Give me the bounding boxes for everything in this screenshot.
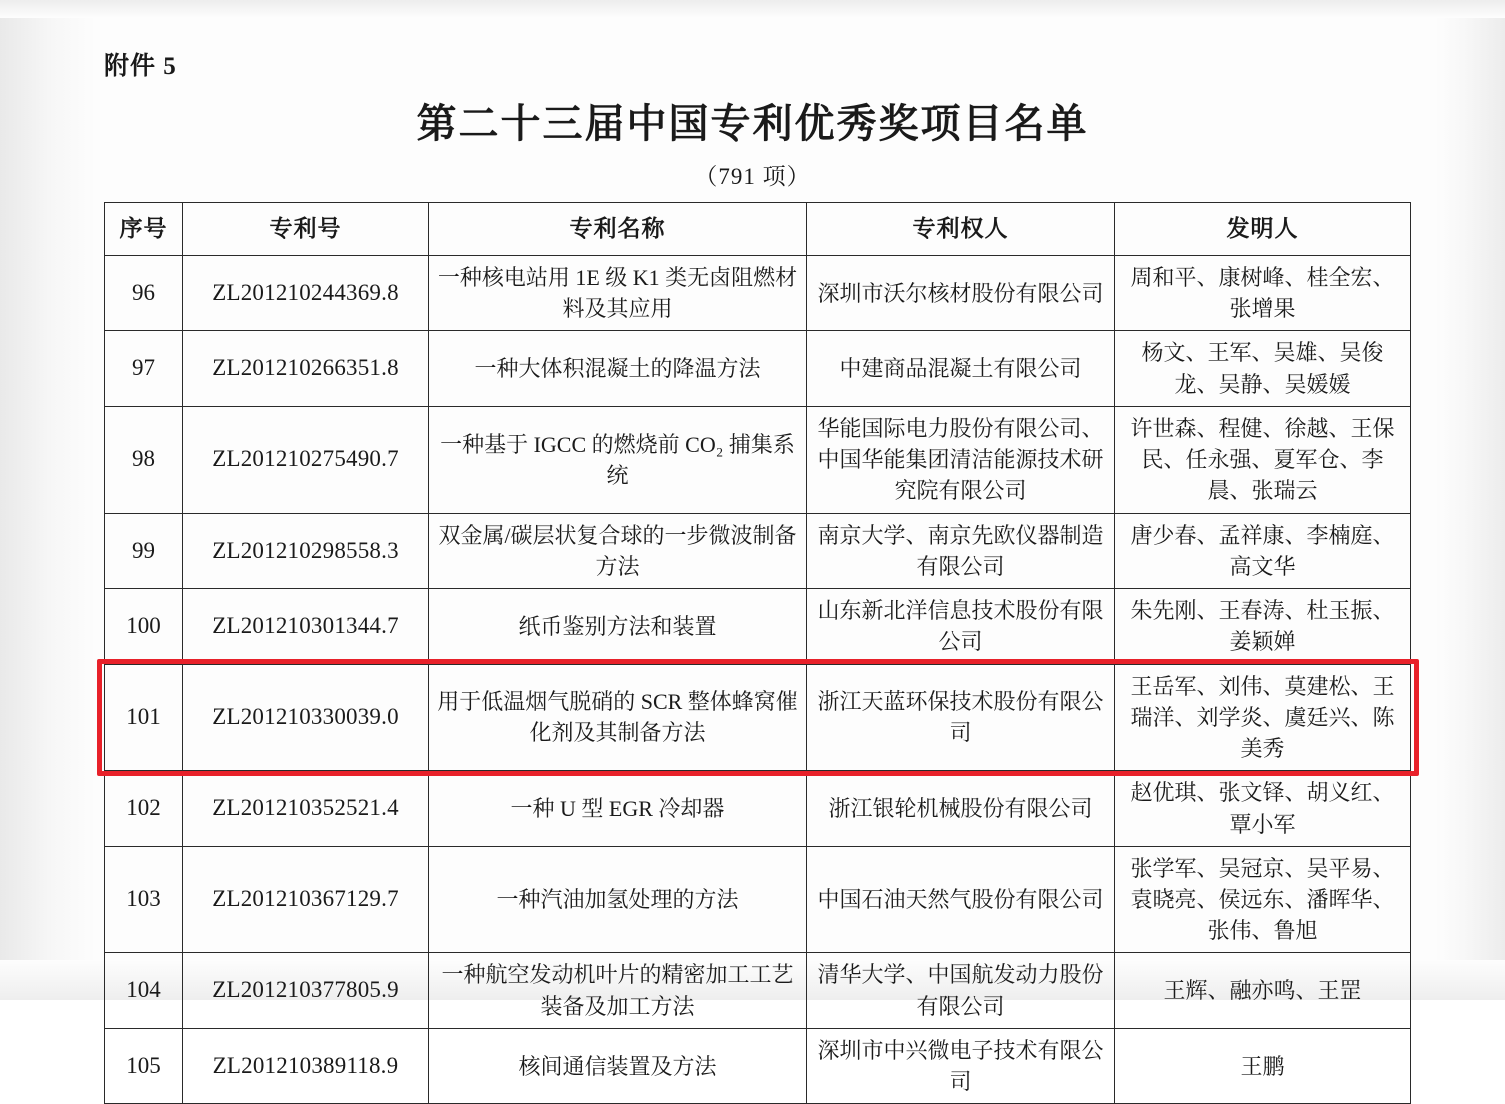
cell-inventor: 赵优琪、张文铎、胡义红、覃小军 xyxy=(1115,771,1411,846)
table-body xyxy=(105,256,1411,1104)
cell-name: 一种核电站用 1E 级 K1 类无卤阻燃材料及其应用 xyxy=(429,256,807,331)
cell-inventor: 杨文、王军、吴雄、吴俊龙、吴静、吴媛媛 xyxy=(1115,331,1411,406)
cell-inventor: 王辉、融亦鸣、王罡 xyxy=(1115,953,1411,1028)
cell-no: 97 xyxy=(105,331,183,406)
column-header-no: 序号 xyxy=(105,203,183,256)
table-row xyxy=(105,406,1411,513)
cell-inventor: 王鹏 xyxy=(1115,1028,1411,1103)
cell-no: 104 xyxy=(105,953,183,1028)
table-header-row xyxy=(105,203,1411,256)
column-header-owner: 专利权人 xyxy=(807,203,1115,256)
cell-no: 96 xyxy=(105,256,183,331)
table-row xyxy=(105,953,1411,1028)
cell-patent-no: ZL201210389118.9 xyxy=(183,1028,429,1103)
cell-inventor: 唐少春、孟祥康、李楠庭、高文华 xyxy=(1115,513,1411,588)
cell-patent-no: ZL201210330039.0 xyxy=(183,664,429,771)
table-row xyxy=(105,771,1411,846)
cell-name: 用于低温烟气脱硝的 SCR 整体蜂窝催化剂及其制备方法 xyxy=(429,664,807,771)
cell-no: 102 xyxy=(105,771,183,846)
cell-name: 一种大体积混凝土的降温方法 xyxy=(429,331,807,406)
cell-inventor: 周和平、康树峰、桂全宏、张增果 xyxy=(1115,256,1411,331)
cell-patent-no: ZL201210367129.7 xyxy=(183,846,429,953)
cell-no: 99 xyxy=(105,513,183,588)
cell-name: 一种基于 IGCC 的燃烧前 CO₂ 捕集系统 xyxy=(429,406,807,513)
cell-owner: 深圳市中兴微电子技术有限公司 xyxy=(807,1028,1115,1103)
table-row xyxy=(105,513,1411,588)
cell-name: 纸币鉴别方法和装置 xyxy=(429,589,807,664)
table-row xyxy=(105,589,1411,664)
cell-patent-no: ZL201210352521.4 xyxy=(183,771,429,846)
cell-owner: 山东新北洋信息技术股份有限公司 xyxy=(807,589,1115,664)
cell-owner: 中建商品混凝土有限公司 xyxy=(807,331,1115,406)
cell-no: 103 xyxy=(105,846,183,953)
attachment-label: 附件 5 xyxy=(104,53,177,80)
cell-owner: 南京大学、南京先欧仪器制造有限公司 xyxy=(807,513,1115,588)
cell-inventor: 张学军、吴冠京、吴平易、袁晓亮、侯远东、潘晖华、张伟、鲁旭 xyxy=(1115,846,1411,953)
column-header-patent-no: 专利号 xyxy=(183,203,429,256)
table-row xyxy=(105,331,1411,406)
cell-name: 一种航空发动机叶片的精密加工工艺装备及加工方法 xyxy=(429,953,807,1028)
cell-name: 双金属/碳层状复合球的一步微波制备方法 xyxy=(429,513,807,588)
page-title: 第二十三届中国专利优秀奖项目名单 xyxy=(416,101,1089,146)
cell-patent-no: ZL201210244369.8 xyxy=(183,256,429,331)
cell-patent-no: ZL201210266351.8 xyxy=(183,331,429,406)
column-header-inventor: 发明人 xyxy=(1115,203,1411,256)
cell-no: 98 xyxy=(105,406,183,513)
cell-patent-no: ZL201210275490.7 xyxy=(183,406,429,513)
scan-edge-top xyxy=(0,0,1505,18)
cell-owner: 浙江银轮机械股份有限公司 xyxy=(807,771,1115,846)
table-row-highlighted xyxy=(105,664,1411,771)
column-header-name: 专利名称 xyxy=(429,203,807,256)
cell-patent-no: ZL201210298558.3 xyxy=(183,513,429,588)
cell-name: 一种汽油加氢处理的方法 xyxy=(429,846,807,953)
table-row xyxy=(105,846,1411,953)
page-subtitle: （791 项） xyxy=(694,164,811,189)
cell-owner: 华能国际电力股份有限公司、中国华能集团清洁能源技术研究院有限公司 xyxy=(807,406,1115,513)
scan-edge-left xyxy=(0,0,96,1000)
cell-inventor: 许世森、程健、徐越、王保民、任永强、夏军仓、李晨、张瑞云 xyxy=(1115,406,1411,513)
cell-owner: 清华大学、中国航发动力股份有限公司 xyxy=(807,953,1115,1028)
cell-no: 101 xyxy=(105,664,183,771)
cell-owner: 浙江天蓝环保技术股份有限公司 xyxy=(807,664,1115,771)
table-row xyxy=(105,256,1411,331)
cell-inventor: 王岳军、刘伟、莫建松、王瑞洋、刘学炎、虞廷兴、陈美秀 xyxy=(1115,664,1411,771)
scan-edge-right xyxy=(1435,0,1505,1000)
cell-name: 一种 U 型 EGR 冷却器 xyxy=(429,771,807,846)
patent-list-table-wrap xyxy=(104,202,1410,1104)
cell-inventor: 朱先刚、王春涛、杜玉振、姜颖婵 xyxy=(1115,589,1411,664)
cell-no: 100 xyxy=(105,589,183,664)
cell-owner: 深圳市沃尔核材股份有限公司 xyxy=(807,256,1115,331)
cell-name: 核间通信装置及方法 xyxy=(429,1028,807,1103)
patent-list-table xyxy=(104,202,1411,1104)
cell-patent-no: ZL201210377805.9 xyxy=(183,953,429,1028)
table-row xyxy=(105,1028,1411,1103)
cell-owner: 中国石油天然气股份有限公司 xyxy=(807,846,1115,953)
cell-patent-no: ZL201210301344.7 xyxy=(183,589,429,664)
cell-no: 105 xyxy=(105,1028,183,1103)
